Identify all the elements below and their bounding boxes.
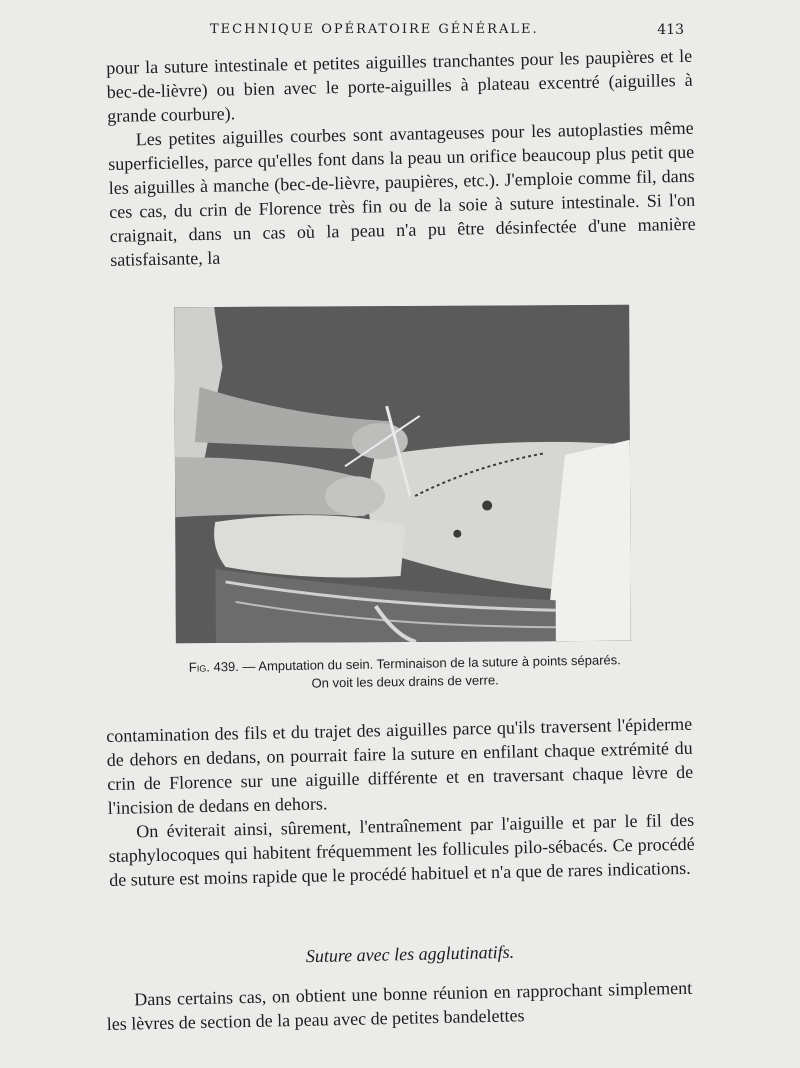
paragraph: Dans certains cas, on obtient une bonne réunion en rapprochant simplement les lèvres de section de la peau avec de petites bandelettes — [106, 977, 693, 1034]
section-heading: Suture avec les agglutinatifs. — [305, 941, 515, 967]
paragraph: pour la suture intestinale et petites aiguilles tranchantes pour les paupières et le bec-de-lièvre) ou bien avec le porte-aiguilles à plateau excentré (aiguilles à grande courbure). — [106, 45, 693, 126]
caption-text: — Amputation du sein. Terminaison de la suture à points séparés. — [242, 652, 621, 674]
page-number: 413 — [657, 22, 684, 38]
surgery-photograph — [174, 305, 631, 643]
figure-caption — [150, 651, 661, 696]
body-text-top — [106, 44, 696, 272]
body-text-middle — [106, 712, 695, 892]
paragraph: Les petites aiguilles courbes sont avantageuses pour les autoplasties même superficielles, parce qu'elles font dans la peau un orifice beaucoup plus petit que les aiguilles à manche (bec-de-lièvre, paupières, etc.). J'emploie comme fil, dans ces cas, du crin de Florence très fin ou de la soie à suture intestinale. Si l'on craignait, dans un cas où la peau n'a pu être désinfectée d'une manière satisfaisante, la — [108, 117, 696, 270]
running-title: TECHNIQUE OPÉRATOIRE GÉNÉRALE. — [210, 22, 539, 37]
paragraph: contamination des fils et du trajet des aiguilles parce qu'ils traversent l'épiderme de dehors en dedans, on pourrait faire la suture en enfilant chaque extrémité du crin de Florence sur une aiguille différente et en traversant chaque lèvre de l'incision de dedans en dehors. — [106, 713, 694, 818]
photo-illustration — [174, 305, 631, 643]
caption-line-2: On voit les deux drains de verre. — [311, 672, 499, 691]
paragraph: On éviterait ainsi, sûrement, l'entraînement par l'aiguille et par le fil des staphylocoques qui habitent fréquemment les follicules pilo-sébacés. Ce procédé de suture est moins rapide que le procédé habituel et n'a que de rares indications. — [108, 809, 695, 890]
body-text-bottom — [106, 976, 693, 1036]
figure-label: Fig. 439. — [188, 658, 239, 675]
